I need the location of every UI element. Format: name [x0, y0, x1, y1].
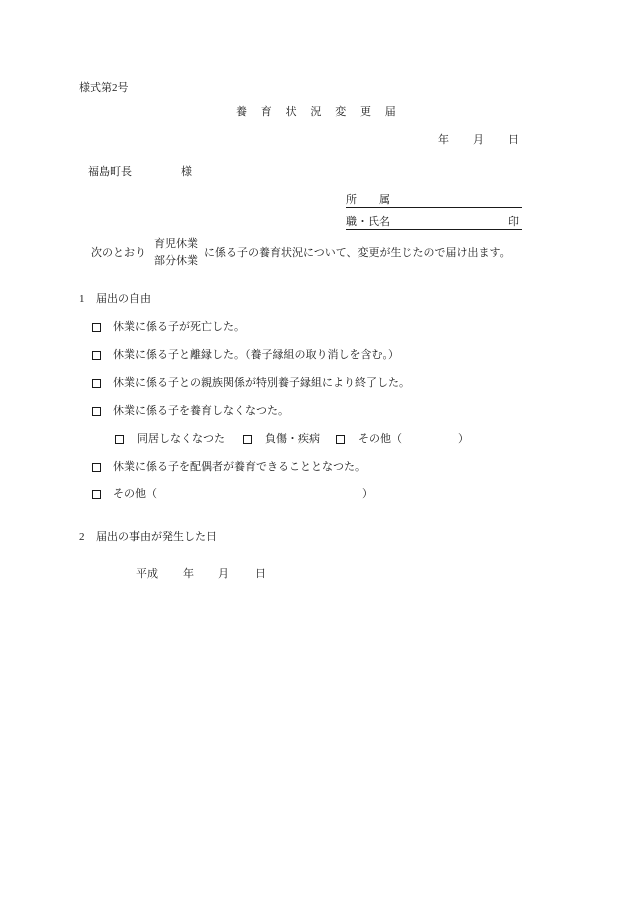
date-day-field[interactable]: [486, 134, 506, 147]
sub-option-other-close: ）: [458, 433, 469, 445]
option-spouse-raising-checkbox[interactable]: [92, 463, 101, 472]
option-no-longer-raising-checkbox[interactable]: [92, 407, 101, 416]
seal-label: 印: [508, 216, 519, 228]
option-other-field[interactable]: [160, 488, 360, 501]
affiliation-field[interactable]: [398, 194, 520, 207]
occurrence-day-field[interactable]: [231, 568, 253, 581]
option-special-adoption-checkbox[interactable]: [92, 379, 101, 388]
occurrence-month-field[interactable]: [196, 568, 216, 581]
occurrence-year-label: 年: [183, 568, 194, 580]
occurrence-year-field[interactable]: [160, 568, 180, 581]
date-month-field[interactable]: [451, 134, 471, 147]
option-other-close: ）: [362, 488, 373, 500]
leave-type-partial: 部分休業: [154, 255, 198, 267]
occurrence-day-label: 日: [255, 568, 266, 580]
occurrence-era: 平成: [136, 568, 158, 580]
date-year-label: 年: [438, 134, 449, 146]
affiliation-label: 所 属: [346, 194, 390, 206]
option-spouse-raising-label: 休業に係る子を配偶者が養育できることとなつた。: [113, 461, 366, 473]
sub-option-other-checkbox[interactable]: [336, 435, 345, 444]
option-other-label: その他（: [113, 488, 157, 500]
form-title: 養育状況変更届: [236, 106, 410, 118]
addressee-name: 福島町長: [88, 166, 132, 178]
section1-number: 1: [79, 293, 85, 305]
option-death-label: 休業に係る子が死亡した。: [113, 321, 245, 333]
section1-heading: 届出の自由: [96, 293, 151, 305]
leave-type-childcare: 育児休業: [154, 238, 198, 250]
sub-option-other-field[interactable]: [404, 433, 456, 446]
sub-option-not-cohabiting-label: 同居しなくなつた: [137, 433, 225, 445]
form-number: 様式第2号: [79, 82, 129, 94]
name-underline: [346, 229, 522, 230]
date-month-label: 月: [473, 134, 484, 146]
option-dissolution-label: 休業に係る子と離縁した。（養子縁組の取り消しを含む。）: [113, 349, 399, 361]
sub-option-injury-illness-label: 負傷・疾病: [265, 433, 320, 445]
statement-prefix: 次のとおり: [91, 247, 146, 259]
name-field[interactable]: [394, 216, 504, 229]
sub-option-injury-illness-checkbox[interactable]: [243, 435, 252, 444]
option-other-checkbox[interactable]: [92, 490, 101, 499]
statement-suffix: に係る子の養育状況について、変更が生じたので届け出ます。: [204, 247, 511, 259]
section2-heading: 届出の事由が発生した日: [96, 531, 217, 543]
date-year-field[interactable]: [395, 134, 435, 147]
addressee-honorific: 様: [181, 166, 192, 178]
option-special-adoption-label: 休業に係る子との親族関係が特別養子縁組により終了した。: [113, 377, 410, 389]
date-day-label: 日: [508, 134, 519, 146]
option-dissolution-checkbox[interactable]: [92, 351, 101, 360]
section2-number: 2: [79, 531, 85, 543]
sub-option-other-label: その他（: [358, 433, 402, 445]
option-no-longer-raising-label: 休業に係る子を養育しなくなつた。: [113, 405, 289, 417]
occurrence-month-label: 月: [218, 568, 229, 580]
option-death-checkbox[interactable]: [92, 323, 101, 332]
affiliation-underline: [346, 207, 522, 208]
sub-option-not-cohabiting-checkbox[interactable]: [115, 435, 124, 444]
name-label: 職・氏名: [346, 216, 390, 228]
